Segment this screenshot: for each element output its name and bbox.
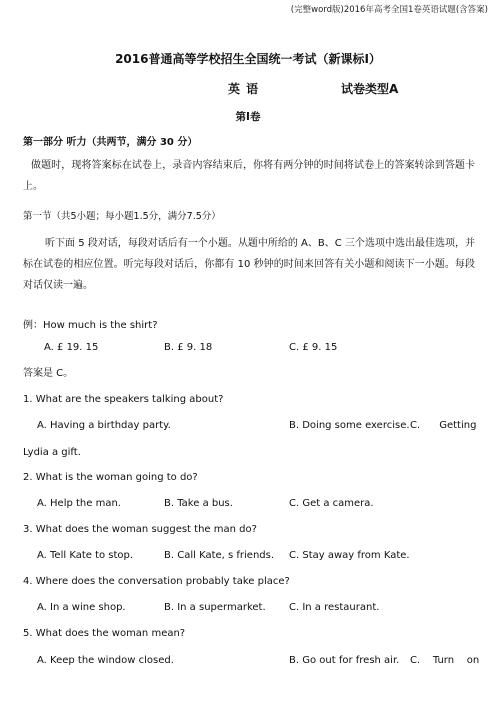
q4-option-c: C. In a restaurant. [289,602,380,613]
example-option-b: B. £ 9. 18 [164,342,213,353]
q2-option-a: A. Help the man. [37,498,121,509]
q2-option-c: C. Get a camera. [289,498,374,509]
q5-option-a: A. Keep the window closed. [37,655,174,666]
question-1: 1. What are the speakers talking about? [23,394,224,405]
question-2: 2. What is the woman going to do? [23,472,198,483]
q2-option-b: B. Take a bus. [164,498,233,509]
paper-type-label: 试卷类型A [341,82,399,96]
example-option-c: C. £ 9. 15 [289,342,338,353]
question-5: 5. What does the woman mean? [23,628,186,639]
question-3: 3. What does the woman suggest the man do? [23,524,257,535]
q4-option-b: B. In a supermarket. [164,602,266,613]
example-answer: 答案是 C。 [23,368,74,379]
example-option-a: A. £ 19. 15 [44,342,99,353]
q5-option-b: B. Go out for fresh air. [289,655,400,666]
q1-option-c: C. Getting [410,420,477,431]
part-heading: 第一部分 听力（共两节，满分 30 分） [23,137,198,148]
question-4: 4. Where does the conversation probably take place? [23,576,290,587]
section-heading: 第一节（共5小题；每小题1.5分，满分7.5分） [23,211,221,222]
example-question: 例：How much is the shirt? [23,320,158,331]
exam-title: 2016普通高等学校招生全国统一考试（新课标I） [115,52,381,66]
q3-option-c: C. Stay away from Kate. [289,550,410,561]
header-note: (完整word版)2016年高考全国1卷英语试题(含答案) [290,5,488,15]
q3-option-a: A. Tell Kate to stop. [37,550,134,561]
subject-label: 英 语 [228,82,260,96]
q1-option-c-continuation: Lydia a gift. [23,447,81,458]
instruction-paragraph: 做题时，现将答案标在试卷上，录音内容结束后，你将有两分钟的时间将试卷上的答案转涂到答题卡上。 [23,160,475,192]
section-instruction-paragraph: 听下面 5 段对话，每段对话后有一个小题。从题中所给的 A、B、C 三个选项中选出最佳选项，并标在试卷的相应位置。听完每段对话后，你都有 10 秒钟的时间来回答有关小题和阅读下一小题。每段对话仅读一遍。 [23,238,475,291]
volume-heading: 第I卷 [235,111,261,123]
q3-option-b: B. Call Kate, s friends. [164,550,275,561]
q1-option-b: B. Doing some exercise. [289,420,410,431]
q1-option-a: A. Having a birthday party. [37,420,171,431]
q4-option-a: A. In a wine shop. [37,602,126,613]
q5-option-c: C. Turn on [410,655,480,666]
